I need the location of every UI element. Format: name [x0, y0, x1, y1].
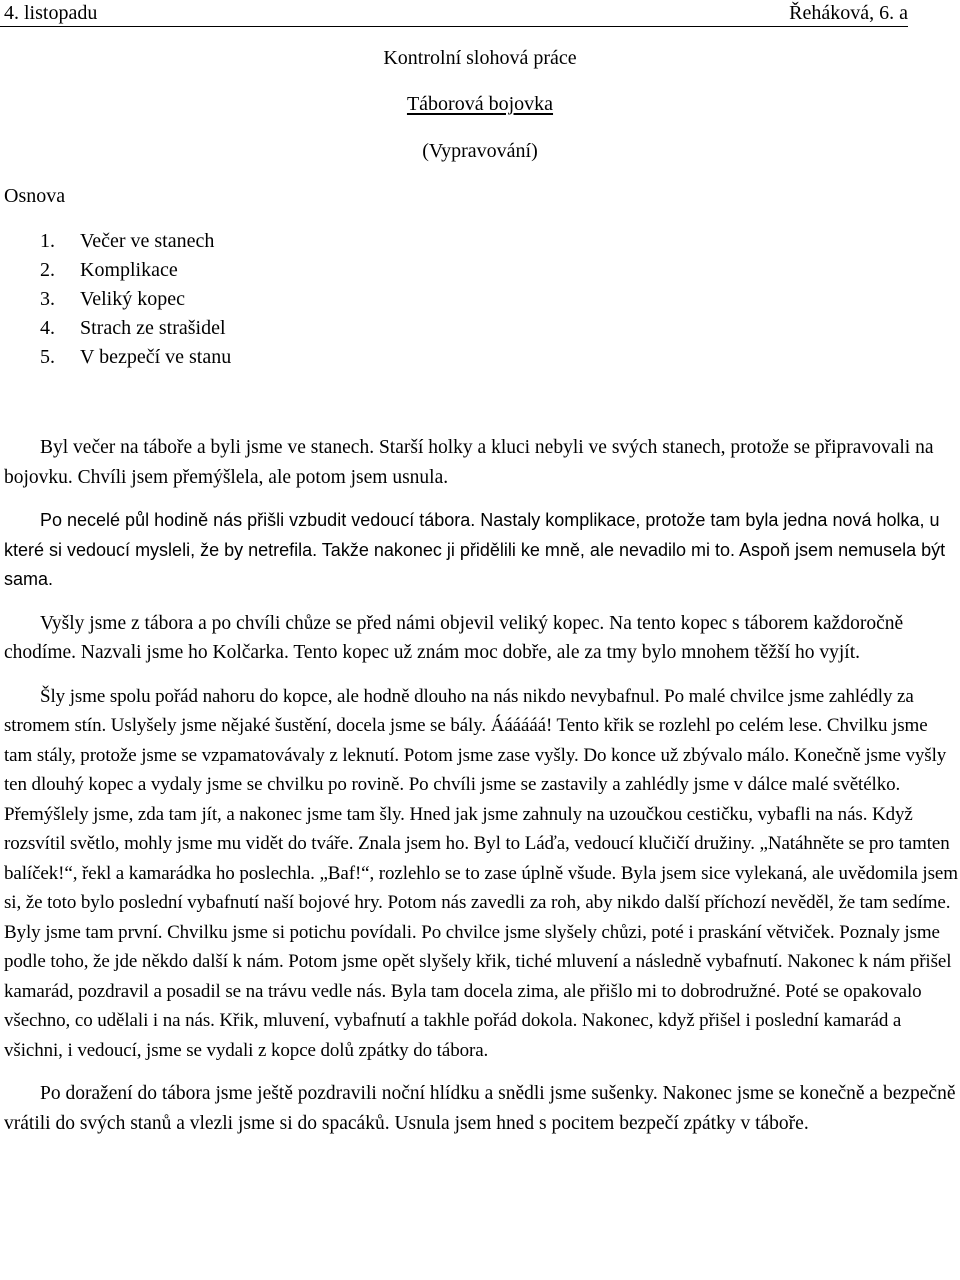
outline-item	[40, 287, 231, 316]
assignment-title: Kontrolní slohová práce	[383, 47, 577, 69]
outline-item	[40, 258, 231, 287]
outline-list	[40, 229, 231, 374]
outline-item-number: 1.	[40, 230, 55, 252]
outline-item-text: Veliký kopec	[80, 288, 185, 310]
outline-item-number: 2.	[40, 259, 55, 281]
header-author: Řeháková, 6. a	[789, 2, 908, 24]
outline-item-number: 4.	[40, 317, 55, 339]
header-date: 4. listopadu	[4, 2, 98, 24]
outline-item	[40, 345, 231, 374]
story-paragraph-1: Byl večer na táboře a byli jsme ve stanech. Starší holky a kluci nebyli ve svých stanech, protože se připravovali na bojovku. Chvíli jsem přemýšlela, ale potom jsem usnula.	[4, 437, 934, 488]
story-paragraph-4: Šly jsme spolu pořád nahoru do kopce, ale hodně dlouho na nás nikdo nevybafnul. Po malé chvilce jsme zahlédly za stromem stín. Uslyšely jsme nějaké šustění, docela jsme se bály. Áááááá! Tento křik se rozlehl po celém lese. Chvilku jsme tam stály, protože jsme se vzpamatovávaly z leknutí. Potom jsme zase vyšly. Do konce už zbývalo málo. Konečně jsme vyšly ten dlouhý kopec a vydaly jsme se chvilku po rovině. Po chvíli jsme se zastavily a zahlédly jsme v dálce malé světélko. Přemýšlely jsme, zda tam jít, a nakonec jsme tam šly. Hned jak jsme zahnuly na uzoučkou cestičku, vybafli na nás. Když rozsvítil světlo, mohly jsme mu vidět do tváře. Znala jsem ho. Byl to Láďa, vedoucí klučičí družiny. „Natáhněte se pro tamten balíček!“, řekl a kamarádka ho poslechla. „Baf!“, rozlehlo se to zase úplně všude. Byla jsem sice vylekaná, ale uvědomila jsem si, že toto bylo poslední vybafnutí naší bojové hry. Potom nás zavedli za roh, aby nikdo další příchozí nevěděl, že tam sedíme. Byly jsme tam první. Chvilku jsme si potichu povídali. Po chvilce jsme slyšely chůzi, poté i praskání větviček. Poznaly jsme podle toho, že jde někdo další k nám. Potom jsme opět slyšely křik, tiché mluvení a následně vybafnutí. Nakonec k nám přišel kamarád, pozdravil a posadil se na trávu vedle nás. Byla tam docela zima, ale přišlo mi to dobrodružné. Poté se opakovalo všechno, co udělali i na nás. Křik, mluvení, vybafnutí a takhle pořád dokola. Nakonec, když přišel i poslední kamarád a všichni, i vedoucí, jsme se vydali z kopce dolů zpátky do tábora.	[4, 685, 958, 1061]
story-paragraph-5: Po doražení do tábora jsme ještě pozdravili noční hlídku a snědli jsme sušenky. Nakonec jsme se konečně a bezpečně vrátili do svých stanů a vlezli jsme si do spacáků. Usnula jsem hned s pocitem bezpečí zpátky v táboře.	[4, 1083, 956, 1134]
outline-item-number: 5.	[40, 346, 55, 368]
outline-item-text: Večer ve stanech	[80, 230, 215, 252]
essay-title	[0, 92, 960, 116]
outline-item-number: 3.	[40, 288, 55, 310]
story-body	[4, 433, 958, 1152]
story-paragraph-3: Vyšly jsme z tábora a po chvíli chůze se před námi objevil veliký kopec. Na tento kopec s táborem každoročně chodíme. Nazvali jsme ho Kolčarka. Tento kopec už znám moc dobře, ale za tmy bylo mnohem těžší ho vyjít.	[4, 612, 904, 663]
outline-item-text: V bezpečí ve stanu	[80, 346, 232, 368]
essay-title-text: Táborová bojovka	[406, 93, 554, 115]
outline-item-text: Komplikace	[80, 259, 178, 281]
outline-heading: Osnova	[4, 185, 66, 207]
story-paragraph-2: Po necelé půl hodině nás přišli vzbudit vedoucí tábora. Nastaly komplikace, protože tam byla jedna nová holka, u které si vedoucí mysleli, že by netrefila. Takže nakonec ji přidělili ke mně, ale nevadilo mi to. Aspoň jsem nemusela být sama.	[4, 510, 946, 589]
essay-genre: (Vypravování)	[422, 140, 538, 162]
outline-item-text: Strach ze strašidel	[80, 317, 226, 339]
outline-item	[40, 316, 231, 345]
outline-item	[40, 229, 231, 258]
page-header	[0, 0, 908, 27]
